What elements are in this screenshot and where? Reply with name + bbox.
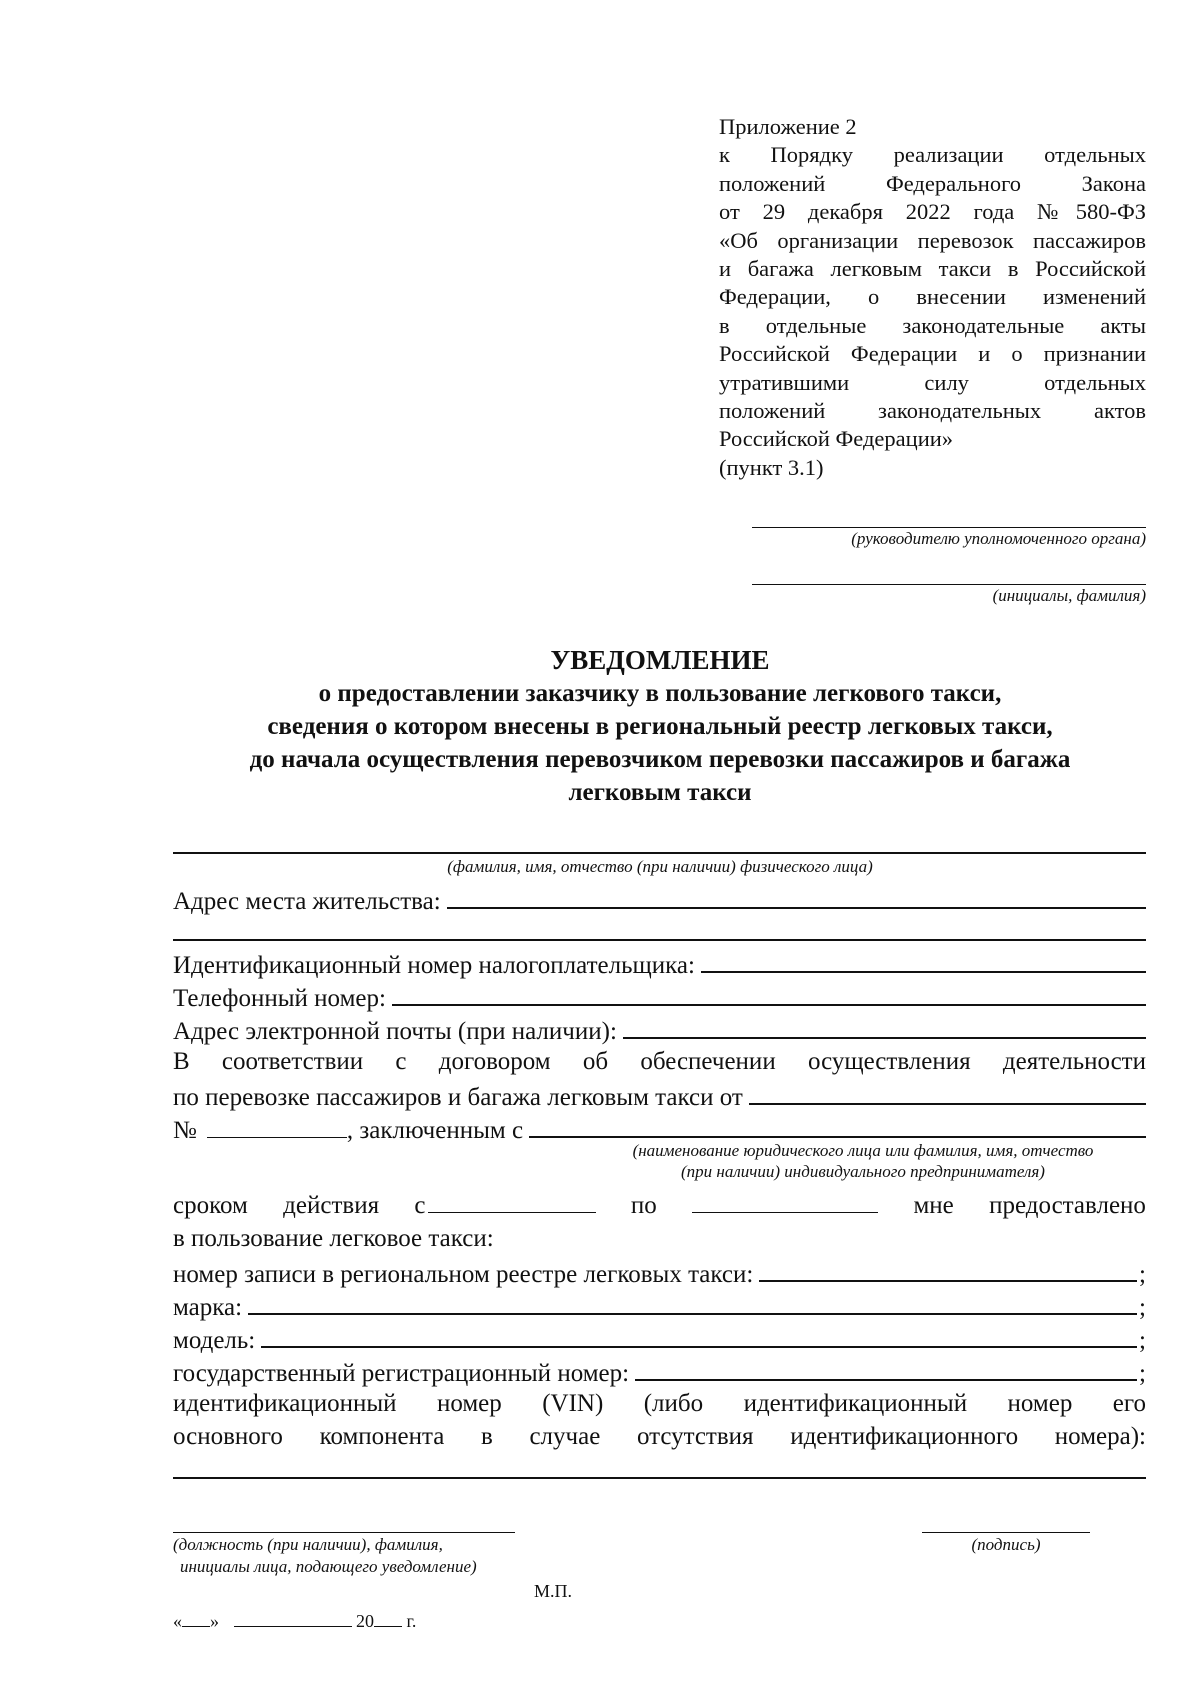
term-from-group	[414, 1190, 595, 1222]
vin-line-2: основного компонента в случае отсутствия идентификационного номера):	[173, 1423, 1146, 1450]
contract-line-2: по перевозке пассажиров и багажа легковым такси от	[173, 1084, 743, 1111]
email-row	[173, 1013, 1146, 1048]
email-field[interactable]	[623, 1013, 1146, 1039]
date-close-quote: »	[210, 1611, 219, 1631]
term-to-field[interactable]	[692, 1190, 878, 1213]
plate-row	[173, 1355, 1146, 1390]
position-field[interactable]	[173, 1532, 515, 1533]
term-word: сроком	[173, 1192, 248, 1219]
title-main: УВЕДОМЛЕНИЕ	[550, 645, 770, 675]
contract-date-row	[173, 1079, 1146, 1114]
term-to-label: по	[630, 1192, 657, 1219]
date-year-suffix: г.	[406, 1611, 417, 1631]
date-year-field[interactable]	[374, 1608, 402, 1627]
appendix-line: «Об организации перевозок пассажиров	[719, 227, 1146, 253]
addressee-name-caption: (инициалы, фамилия)	[992, 586, 1146, 605]
term-from-label: с	[414, 1192, 426, 1219]
date-open-quote: «	[173, 1611, 182, 1631]
document-title	[140, 644, 1180, 809]
number-sign: №	[173, 1117, 197, 1144]
concluded-with-label: , заключенным с	[346, 1117, 524, 1144]
position-caption-2: инициалы лица, подающего уведомление)	[180, 1557, 477, 1576]
appendix-line: Федерации, о внесении изменений	[719, 284, 1146, 310]
appendix-line: утратившими силу отдельных	[719, 369, 1146, 395]
appendix-line: Приложение 2	[719, 114, 857, 139]
appendix-line: к Порядку реализации отдельных	[719, 142, 1146, 168]
date-row	[173, 1608, 416, 1633]
addressee-head-caption: (руководителю уполномоченного органа)	[851, 529, 1146, 548]
brand-field[interactable]	[248, 1289, 1137, 1315]
brand-semicolon: ;	[1139, 1294, 1146, 1321]
addressee-name-line[interactable]	[752, 584, 1146, 585]
appendix-header	[719, 113, 1146, 482]
fio-field[interactable]	[173, 852, 1146, 854]
title-subline: до начала осуществления перевозчиком перевозки пассажиров и багажа	[249, 746, 1071, 773]
appendix-line: положений законодательных актов	[719, 398, 1146, 424]
model-field[interactable]	[261, 1322, 1137, 1348]
date-month-field[interactable]	[234, 1608, 352, 1627]
registry-row	[173, 1256, 1146, 1291]
plate-semicolon: ;	[1139, 1360, 1146, 1387]
appendix-line: в отдельные законодательные акты	[719, 312, 1146, 338]
vin-line-1: идентификационный номер (VIN) (либо идентификационный номер его	[173, 1390, 1146, 1417]
title-subline: о предоставлении заказчику в пользование легкового такси,	[318, 680, 1002, 707]
position-caption-1: (должность (при наличии), фамилия,	[173, 1535, 443, 1554]
address-field[interactable]	[447, 883, 1146, 909]
term-row	[173, 1190, 1146, 1222]
contract-number-field[interactable]	[207, 1115, 347, 1138]
term-word: предоставлено	[989, 1192, 1146, 1219]
party-caption-2: (при наличии) индивидуального предпринимателя)	[681, 1162, 1045, 1181]
signature-caption: (подпись)	[971, 1535, 1041, 1554]
phone-label: Телефонный номер:	[173, 985, 386, 1012]
term-word: мне	[913, 1192, 954, 1219]
vin-field[interactable]	[173, 1477, 1146, 1479]
registry-field[interactable]	[759, 1256, 1137, 1282]
inn-field[interactable]	[701, 947, 1146, 973]
address-row	[173, 883, 1146, 918]
model-semicolon: ;	[1139, 1327, 1146, 1354]
brand-label: марка:	[173, 1294, 243, 1321]
model-row	[173, 1322, 1146, 1357]
addressee-head-line[interactable]	[752, 527, 1146, 528]
fio-caption: (фамилия, имя, отчество (при наличии) физического лица)	[447, 857, 873, 876]
stamp-place: М.П.	[534, 1581, 573, 1601]
appendix-line: Российской Федерации и о признании	[719, 341, 1146, 367]
appendix-line: Российской Федерации»	[719, 426, 954, 452]
inn-row	[173, 947, 1146, 982]
title-subline: легковым такси	[568, 779, 752, 806]
signature-field[interactable]	[922, 1532, 1090, 1533]
inn-label: Идентификационный номер налогоплательщика:	[173, 952, 695, 979]
term-from-field[interactable]	[428, 1190, 596, 1213]
appendix-line: и багажа легковым такси в Российской	[719, 256, 1146, 282]
appendix-line: от 29 декабря 2022 года №580-ФЗ	[719, 199, 1146, 225]
term-word: действия	[283, 1192, 380, 1219]
plate-label: государственный регистрационный номер:	[173, 1360, 630, 1387]
appendix-line: (пункт 3.1)	[719, 454, 824, 480]
date-year-prefix: 20	[356, 1611, 374, 1631]
address-label: Адрес места жительства:	[173, 888, 441, 915]
contract-line-1: В соответствии с договором об обеспечении осуществления деятельности	[173, 1048, 1146, 1075]
registry-label: номер записи в региональном реестре легковых такси:	[173, 1261, 754, 1288]
term-line-2: в пользование легковое такси:	[173, 1225, 494, 1252]
phone-field[interactable]	[392, 980, 1146, 1006]
registry-semicolon: ;	[1139, 1261, 1146, 1288]
address-field-continuation[interactable]	[173, 939, 1146, 941]
party-caption-1: (наименование юридического лица или фамилия, имя, отчество	[632, 1141, 1094, 1160]
title-subline: сведения о котором внесены в региональный реестр легковых такси,	[267, 713, 1053, 740]
phone-row	[173, 980, 1146, 1015]
brand-row	[173, 1289, 1146, 1324]
email-label: Адрес электронной почты (при наличии):	[173, 1018, 617, 1045]
date-day-field[interactable]	[182, 1608, 210, 1627]
appendix-line: положений Федерального Закона	[719, 170, 1146, 196]
contract-date-field[interactable]	[749, 1079, 1146, 1105]
model-label: модель:	[173, 1327, 256, 1354]
party-name-field[interactable]	[529, 1112, 1146, 1138]
plate-field[interactable]	[635, 1355, 1137, 1381]
